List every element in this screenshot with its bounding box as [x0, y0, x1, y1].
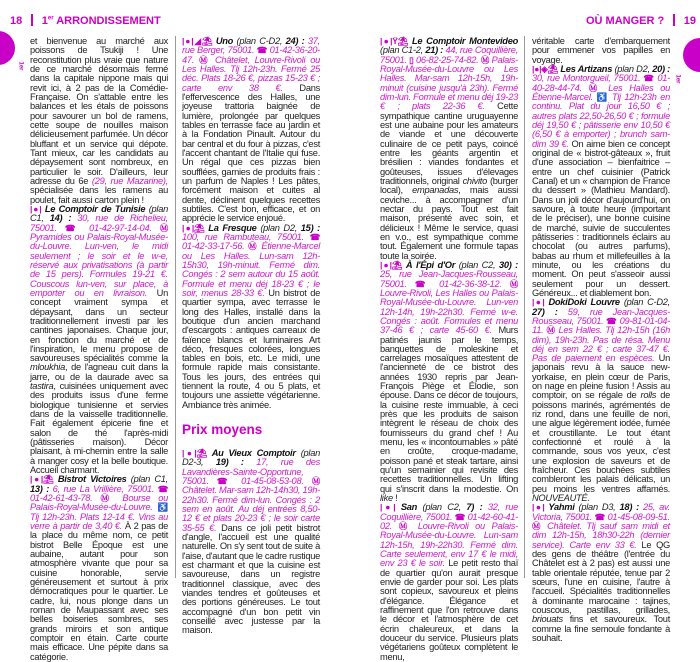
text-segment: Dans l'effervescence des Halles, une joyeuse trattoria baignée de lumière, prolongée par quelques tables en terrasse face au jardin et à la Fondation Pinault. Autour du bar central et du four à pizzas, c'est l'accent chantant de l'Italie qui fuse. Un régal que ces pizzas bien soufflées, garnies de produits frais : un parfum de Naples ! Les pâtes, forcément maison et cuites al dente, déclinent quelques recettes subtiles. C'est bon, efficace, et on apprécie le service enjoué. — [182, 82, 320, 224]
restaurant-name: Le Comptoir de Tunisie — [41, 203, 146, 214]
text-segment: Dans ce joli petit bistrot d'angle, l'accueil est une qualité naturelle. On s'y sent tout de suite à l'aise, d'autant que le cadre rustique est charmant et que la cuisine est savoureuse, dans un registre traditionnel classique, avec des viandes tendres et goûteuses et des portions généreuses. Le tout accompagné d'un bon petit vin conseillé avec justesse par la maison. — [182, 522, 320, 636]
pizza-icon: ◢ — [193, 36, 202, 46]
restaurant-entry — [182, 37, 320, 224]
practical-info: Châtelet. Tlj sauf sam midi et dim 12h-15h, 18h30-22h (dernier service). Carte env 33 €. — [532, 521, 670, 550]
practical-info: 17, rue des Lavandières-Sainte-Opportune, 75001. — [182, 457, 321, 487]
text-segment: Un japonais revu à la sauce new-yorkaise, en plein cœur de Paris, on nage en pleine fusion ! Assis au comptoir, on se régale de — [532, 353, 670, 401]
phone-icon: ☎ — [414, 278, 432, 289]
restaurant-icon: |●| — [380, 502, 396, 513]
restaurant-icon: |●| — [182, 448, 197, 459]
column-divider — [524, 36, 525, 578]
text-segment: rolls — [640, 390, 657, 401]
phone-icon: ☎ — [643, 73, 655, 84]
practical-info: 01-42-36-20-47. — [182, 45, 320, 65]
section-number: 1 — [41, 15, 48, 27]
text-segment: (plan C-D2, — [619, 297, 670, 308]
section-title: ARRONDISSEMENT — [53, 15, 161, 27]
practical-info: 01-42-36-38-12. — [431, 278, 510, 289]
text-segment: ! — [392, 493, 398, 504]
text-segment: Le petit resto thaï de quartier qu'on aurait presque envie de garder pour soi. Les plats sont copieux, savoureux et pleins d'élégance. Élégance et raffinement que l'on retrouve dans le décor et l'atmosphère de cet écrin chaleureux, et dans la douceur du service. Plusieurs plats végétariens goûteux complètent le menu, — [380, 558, 519, 662]
section-heading — [182, 423, 320, 437]
phone-icon: ☎ — [256, 45, 268, 56]
metro-icon: Ⓜ — [199, 54, 210, 65]
text-segment: chivito — [462, 175, 487, 186]
text-segment: À 2 pas de la place du même nom, ce petit bistrot Belle Époque est une aubaine, autant pour son atmosphère vivante que pour sa cuisine honorable, servie généreusement et surtout à prix démocratiques pour le quartier. Le cadre, lui, nous plonge dans un roman de Maupassant avec ses belles boiseries sombres, ses grands miroirs et son antique comptoir en étain. Carte courte mais efficace. Une pépite dans sa catégorie. — [30, 521, 168, 662]
text-segment: (plan D3, — [574, 502, 620, 513]
text-segment: On aime bien ce concept original de « bistrot-gâteaux », fruit d'une association – bienfaitrice – entre un chef cuisinier (Patrick Canal) et un « champion de France du dessert » (Mathieu Mandard). Dans un joli décor d'aujourd'hui, on savoure, à toute heure (important de le préciser), une bonne cuisine de marché, suivie de succulentes pâtisseries : traditionnels éclairs au chocolat (ou autres parfums), babas au rhum et millefeuilles à la minute, ou les créations du moment. On peut s'asseoir aussi seulement pour un dessert. Généreux... et diablement bon. — [532, 138, 670, 298]
practical-info: 100, rue Rambuteau, 75001. — [182, 231, 310, 242]
page-header-left — [10, 14, 161, 27]
metro-icon: Ⓜ — [480, 54, 490, 65]
text-segment: Un bistrot de quartier sympa, avec terrasse le long des Halles, installé dans la boutique d'un ancien marchand d'escargots : antiques carreaux de faïence blancs et luminaires Art déco, fresques colorées, longues tables en bois, etc. Le midi, une formule rapide mais consistante. Tous les jours, des entrées qui tiennent la route, 4 ou 5 plats, et toujours une assiette végétarienne. Ambiance très animée. — [182, 287, 321, 410]
terrace-icon: ⛱ — [196, 448, 208, 459]
text-segment: Cette sympathique cantine uruguayenne est une aubaine pour les amateurs de viande et une découverte culinaire de ce petit pays, coincé entre les géants argentin et brésilien : viandes fondantes et goûteuses, issues d'élevages traditionnels, original — [380, 101, 519, 186]
text-segment: 27 — [532, 306, 542, 317]
metro-icon: Ⓜ — [159, 222, 168, 233]
terrace-icon: ⛱ — [201, 36, 213, 46]
restaurant-entry — [30, 475, 168, 662]
text-segment: ) : — [541, 306, 568, 317]
text-segment: ) : — [295, 36, 308, 46]
text-segment: 21 — [425, 45, 436, 56]
text-segment: 18 — [619, 502, 630, 513]
restaurant-icon: |●| — [380, 259, 392, 270]
text-segment: briouats — [532, 614, 563, 625]
restaurant-icon: |●| — [532, 63, 542, 74]
phone-icon: ☎ — [64, 222, 82, 233]
practical-info: Tlj 12h-23h en continu. Plat du jour 16,50 € ; autres plats 22,50-26,50 € ; formule déj 19,50 € ; pâtisserie env 10,50 € (6,50 € à emporter) ; brunch sam-dim 39 €. — [532, 91, 670, 149]
text-segment: ) : — [471, 502, 488, 513]
practical-info: Tlj 12h-23h. Plats 12-14 €. Vins au verre à partir de 3,40 €. — [30, 511, 168, 532]
terrace-icon: ⛱ — [194, 222, 205, 233]
text-segment: 15 — [300, 222, 311, 233]
header-divider — [31, 14, 33, 26]
text-segment: (plan D2, — [256, 222, 301, 233]
text-segment: , cuisinées uniquement avec des produits issus d'une ferme biologique tunisienne et servies dans de la vaisselle traditionnelle. Fait également épicerie fine et salon de thé l'après-midi (pâtisseries maison). Décor plaisant, à mi-chemin entre la salle à manger cosy et la belle boutique. Accueil charmant. — [30, 381, 168, 476]
practical-info: Louvre-Rivoli ou Palais-Royal-Musée-du-Louvre. Lun-sam 12h-15h, 19h-22h30. Fermé dim. Carte seulement, env 17 € le midi, env 23 € le soir. — [380, 521, 518, 569]
margin-tab-label-left: 1er — [17, 61, 24, 71]
text-segment: (plan C1, — [30, 203, 168, 224]
restaurant-entry — [182, 224, 320, 411]
text-segment: (plan C1-2, — [380, 45, 426, 56]
restaurant-entry — [182, 449, 320, 636]
restaurant-entry — [532, 503, 670, 643]
text-segment: 30 — [498, 259, 509, 270]
restaurant-icon: |●| — [182, 222, 194, 233]
text-segment: 13 — [30, 483, 40, 494]
text-segment: 19 — [215, 457, 226, 468]
thumb-tab-right — [683, 38, 700, 72]
metro-icon: Ⓜ — [588, 82, 602, 93]
mobile-phone-icon: ▯ — [409, 54, 414, 65]
text-segment: véritable carte d'embarquement pour emmener vos papilles en voyage. — [532, 36, 670, 65]
header-divider — [673, 14, 675, 26]
metro-icon: Ⓜ — [398, 521, 412, 532]
text-segment: 7 — [466, 502, 472, 513]
margin-tab-label-right: 1er — [674, 74, 681, 84]
practical-info: 6, rue La Vrillière, 75001. — [52, 483, 158, 494]
practical-info: 01-45-08-53-08. — [233, 476, 312, 487]
wheelchair-icon: ♿ — [157, 502, 168, 513]
column-divider — [175, 36, 176, 578]
paragraph — [532, 37, 670, 65]
restaurant-name: Uno — [212, 36, 234, 46]
text-segment: (plan C1, — [126, 474, 168, 485]
restaurant-entry — [380, 503, 518, 662]
practical-info: 37, rue Berger, 75001. — [182, 36, 320, 56]
practical-info: 01-42-61-43-78. — [30, 493, 101, 504]
restaurant-entry — [532, 298, 670, 503]
restaurant-icon: |●| — [532, 297, 545, 308]
text-segment: like — [380, 493, 393, 504]
practical-info: 01-40-28-44-74. — [532, 73, 670, 93]
metro-icon: Ⓜ — [311, 476, 320, 487]
restaurant-icon: |●| — [30, 474, 44, 485]
restaurant-name: Les Artizans — [558, 63, 613, 74]
restaurant-name: Bistrot Victoires — [53, 474, 127, 485]
heading-text: Prix moyens — [182, 422, 263, 438]
text-segment: ) : — [629, 502, 644, 513]
restaurant-name: La Fresque — [204, 222, 257, 233]
text-segment: et bienvenue au marché aux poissons de Tsukiji ! Une reconstitution plus vraie que nature de ce marché désormais fermé dans la capitale nippone mais qui revit ici, à 2 pas de la Comédie-Française. On s'attable entre les balances et les étals de poissons pour savourer un bol de ramens, cette soupe de nouilles maison délicieusement parfumée. Un décor bluffant et un service qui dépote. Tant mieux, car les candidats au dépaysement sont nombreux, en particulier le soir. D'ailleurs, leur adresse du 6e — [30, 36, 168, 186]
text-segment: (plan C2, — [417, 502, 467, 513]
text-segment: (plan D2-3, — [182, 448, 320, 468]
thumb-tab-left — [0, 31, 15, 65]
column-2 — [182, 37, 320, 636]
practical-info: (29, rue Mazarine), — [91, 175, 168, 186]
restaurant-name: À l'Épi d'Or — [402, 259, 456, 270]
practical-info: Pyramides ou Palais-Royal-Musée-du-Louvre. Lun-ven, le midi seulement ; le soir et le w-e, réservé aux privatisations (à partir de 15 pers). Formules 19-21 €. Couscous lun-ven, sur place, à emporter ou en livraison. — [30, 231, 168, 298]
text-segment: (plan C2, — [455, 259, 499, 270]
phone-icon: ☎ — [606, 315, 617, 326]
restaurant-entry — [380, 261, 518, 504]
metro-icon: Ⓜ — [546, 325, 556, 336]
wine-icon: Ÿ — [392, 36, 398, 46]
practical-info: 01-45-08-09-51. — [605, 511, 670, 522]
text-segment: ) : — [508, 259, 518, 270]
text-segment: 24 — [285, 36, 296, 46]
practical-info: Châtelet, Louvre-Rivoli ou Les Halles. Tlj 12h-23h. Fermé 25 déc. Plats 18-26 €, pizzas 15-23 € ; carte env 38 €. — [182, 54, 320, 93]
text-segment: Le QG des gens de théâtre (l'entrée du Châtelet est à 2 pas) est aussi une table orientale réputée, tenue par 2 sœurs, l'une en cuisine, l'autre à l'accueil. Spécialités traditionnelles à dominante marocaine : tajines, couscous, pastillas, grillades, — [532, 539, 670, 616]
cake-icon: ◈ — [541, 63, 548, 74]
page-number: 18 — [10, 15, 23, 27]
practical-info: Louvre-Rivoli, Les Halles ou Palais-Royal-Musée-du-Louvre. Lun-ven 12h-14h, 19h-22h30. Fermé w-e. Congés : août. Formules et menu 37-46 € ; carte 45-60 €. — [380, 287, 518, 336]
practical-info: 01-42-33-17-56. — [182, 241, 249, 252]
practical-info: 09-81-01-04-11. — [532, 315, 670, 336]
text-segment: 20 — [652, 63, 662, 74]
restaurant-icon: |●| — [532, 502, 545, 513]
text-segment: 14 — [49, 213, 60, 224]
practical-info: Châtelet. Mar-sam 12h-14h30, 19h-22h30. Fermé dim-lun. Congés : 2 sem en août. Au déj entrées 8,50-12 € et plats 20-23 € ; le soir carte 35-55 €. — [182, 485, 320, 533]
text-segment: Murs patinés jaunis par le temps, banquettes de moleskine et carrelages mosaïques attestent de l'ancienneté de ce bistrot des années 1930 repris par Jean-François Piège et Élodie, son épouse. Dans ce décor de toujours, la cuisine reste immuable, à ceci près que les produits de saison intègrent le réseau de choix des fournisseurs du grand chef ! Au menu, les « incontournables » pâté en croûte, croque-madame, poisson pané et steak tartare, ainsi qu'un semainier qui revisite des recettes traditionnelles. Un lifting qui s'inscrit dans la modestie. On — [380, 325, 518, 494]
practical-info: 25, rue Jean-Jacques-Rousseau, 75001. — [380, 269, 518, 289]
page-header-right — [586, 14, 696, 27]
column-1 — [30, 37, 168, 662]
text-segment: empanadas — [412, 185, 459, 196]
terrace-icon: ⛱ — [391, 259, 403, 270]
restaurant-entry — [30, 205, 168, 476]
text-segment: ) : — [310, 222, 320, 233]
practical-info: Étienne-Marcel ou Les Halles. Lun-sam 12h-15h30, 19h-minuit. Fermé dim. Congés : 2 sem autour du 15 août. Formule et menu déj 18-23 € ; le soir, menus 28-33 €. — [182, 241, 320, 298]
restaurant-name: San — [395, 502, 418, 513]
text-segment: , de l'agneau cuit dans la jarre, ou de la daurade avec sa — [30, 362, 168, 382]
text-segment: fins et savoureux. Tout comme la fine semoule fondante à souhait. — [532, 614, 670, 643]
practical-info: Bourse ou Palais-Royal-Musée-du-Louvre. — [30, 493, 168, 513]
terrace-icon: ⛱ — [547, 63, 559, 74]
practical-info: 01-42-97-14-04. — [81, 222, 160, 233]
text-segment: (plan D2, — [612, 63, 653, 74]
restaurant-name: DokiDoki Louvre — [544, 297, 620, 308]
practical-info: 30, rue de Richelieu, 75001. — [30, 213, 168, 233]
text-segment: tastira — [30, 381, 54, 392]
section-number-suffix: er — [47, 15, 54, 22]
restaurant-name: Yahmi — [544, 502, 575, 513]
restaurant-entry — [380, 37, 518, 261]
text-segment: (plan C-D2, — [233, 36, 286, 46]
text-segment: spécialisée dans les ramens au poulet, fait aussi carton plein ! — [30, 185, 168, 205]
practical-info: 25, av. Victoria, 75001. — [532, 502, 670, 522]
text-segment: , mais aussi ceviche... à accompagner d'un nectar du pays. Tout est fait maison, présenté avec soin, et délicieux ! Même le service, quasi en v.o., est sympathique comme tout. Également une formule tapas toute la soirée. — [380, 185, 518, 261]
phone-icon: ☎ — [216, 476, 234, 487]
restaurant-icon: |●| — [182, 36, 194, 46]
practical-info: Les Halles. Tlj 12h-15h (16h dim), 19h-23h. Pas de résa. Menu déj en sem 22 € ; carte 37-47 €. Pas de paiement en espèces. — [532, 325, 670, 364]
column-3 — [380, 37, 518, 662]
text-segment: ) : — [39, 483, 53, 494]
phone-icon: ☎ — [309, 231, 320, 242]
phone-icon: ☎ — [157, 483, 168, 494]
practical-info: 32, rue Coquillière, 75001. — [380, 502, 519, 522]
restaurant-name: Au Vieux Comptoir — [207, 448, 296, 459]
text-segment: de poissons marinés, agrémentés de riz rond, dans une feuille de nori, une algue légèrement iodée, fumée et croustillante. Le tout étant confectionné et roulé à la commande, sous vos yeux, c'est une explosion de saveurs et de fraîcheur. Ces bouchées subtiles combleront les palais délicats, un peu moins les ventres affamés. — [532, 390, 670, 494]
text-segment: Un concept vraiment sympa et dépaysant, dans un secteur traditionnellement investi par les cantines japonaises. Chaque jour, en fonction du marché et de l'inspiration, le menu propose de savoureuses spécialités comme la — [30, 287, 168, 364]
text-segment: ) : — [661, 63, 670, 74]
restaurant-icon: |●| — [380, 36, 393, 46]
text-segment: ) : — [435, 45, 446, 56]
phone-icon: ☎ — [594, 511, 606, 522]
chapter-title: OÙ MANGER ? — [586, 15, 665, 27]
practical-info: 59, rue Jean-Jacques-Rousseau, 75001. — [532, 306, 670, 326]
restaurant-icon: |●| — [30, 203, 42, 214]
practical-info: 01-42-60-41-02. — [380, 511, 518, 532]
column-4 — [532, 37, 670, 643]
terrace-icon: ⛱ — [397, 36, 409, 46]
text-segment: mloukhia — [30, 362, 65, 373]
practical-info: Les Halles ou Étienne-Marcel. — [532, 82, 670, 102]
wheelchair-icon: ♿ — [596, 91, 609, 102]
metro-icon: Ⓜ — [100, 493, 115, 504]
text-segment: ) : — [225, 457, 257, 468]
practical-info: Palais-Royal-Musée-du-Louvre ou Les Halles. Mar-sam 12h-15h, 19h-minuit (cuisine jusqu'à 23h). Fermé dim-lun. Formule et menu déj 19-23 € ; plats 22-36 €. — [380, 54, 518, 112]
practical-info: 30, rue Montorgueil, 75001. — [532, 73, 644, 84]
metro-icon: Ⓜ — [248, 241, 258, 252]
metro-icon: Ⓜ — [532, 521, 543, 532]
text-segment: (burger local), — [380, 175, 518, 196]
practical-info: 06-82-25-74-82. — [413, 54, 481, 65]
metro-icon: Ⓜ — [509, 278, 518, 289]
page-number: 19 — [683, 15, 696, 27]
paragraph — [30, 37, 168, 205]
text-segment: ) : — [59, 213, 78, 224]
restaurant-entry — [532, 65, 670, 298]
text-segment: NOUVEAUTÉ. — [532, 493, 590, 504]
practical-info: 44, rue Coquillière, 75001. — [380, 45, 518, 65]
terrace-icon: ⛱ — [43, 474, 54, 485]
phone-icon: ☎ — [454, 511, 466, 522]
restaurant-name: Le Comptoir Montevideo — [408, 36, 518, 46]
